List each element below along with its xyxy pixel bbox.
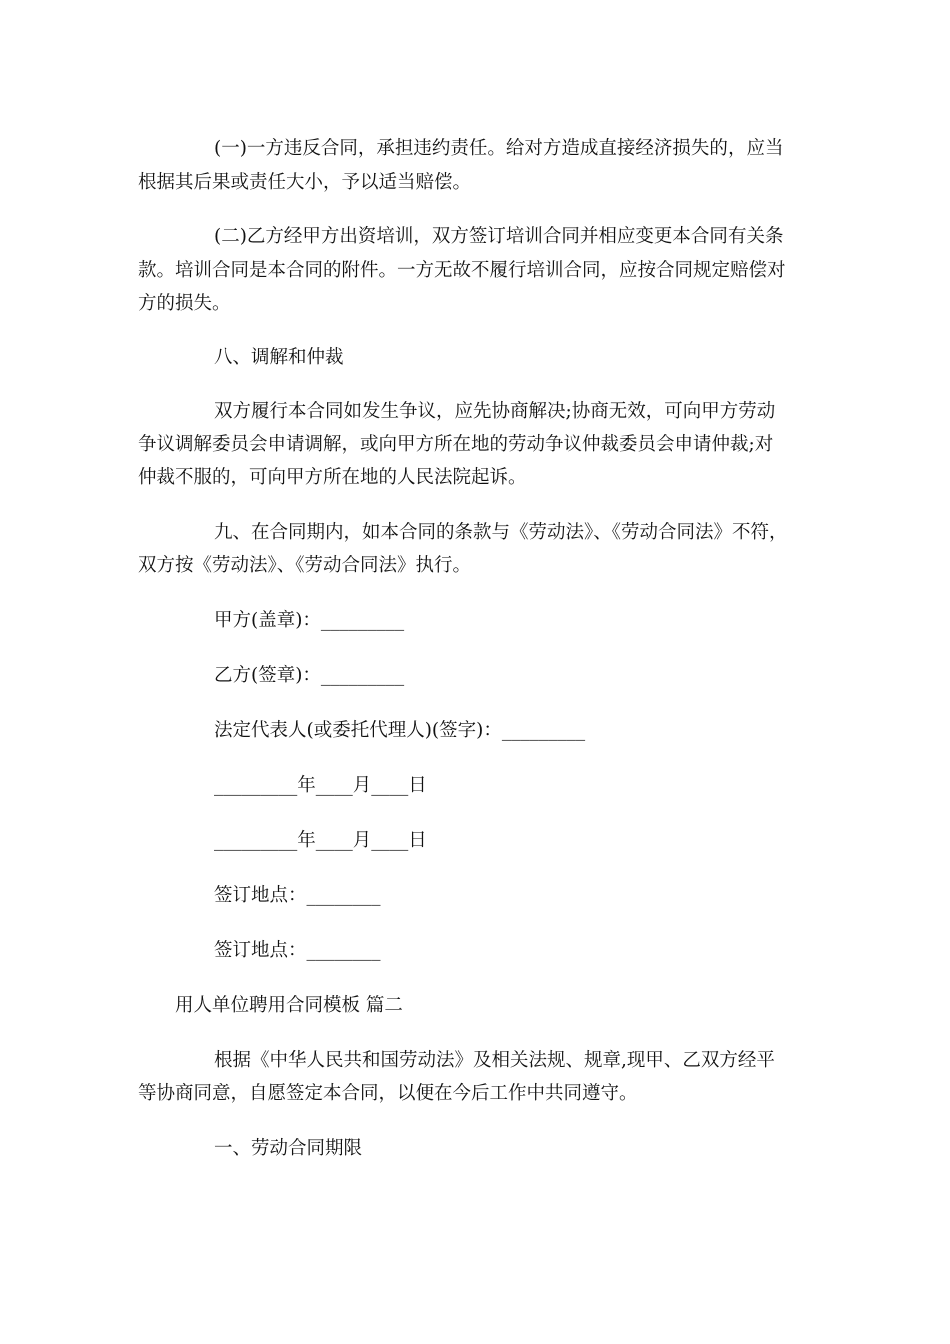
signing-place-line: 签订地点：________: [214, 885, 381, 906]
signing-place-line: 签订地点：________: [214, 940, 381, 961]
part-heading: 用人单位聘用合同模板 篇二: [175, 995, 403, 1016]
legal-rep-sign-line: 法定代表人(或委托代理人)(签字)：_________: [214, 720, 586, 741]
text-line: 仲裁不服的，可向甲方所在地的人民法院起诉。: [138, 467, 527, 488]
text-line: 根据其后果或责任大小，予以适当赔偿。: [138, 172, 472, 193]
text-line: 双方按《劳动法》、《劳动合同法》执行。: [138, 555, 472, 576]
text-line: 等协商同意，自愿签定本合同，以便在今后工作中共同遵守。: [138, 1083, 638, 1104]
party-b-sign-line: 乙方(签章)：_________: [214, 665, 405, 686]
date-line: _________年____月____日: [214, 830, 427, 851]
text-line: 款。培训合同是本合同的附件。一方无故不履行培训合同，应按合同规定赔偿对: [138, 260, 786, 281]
text-line: 争议调解委员会申请调解，或向甲方所在地的劳动争议仲裁委员会申请仲裁;对: [138, 434, 774, 455]
text-line: 双方履行本合同如发生争议，应先协商解决;协商无效，可向甲方劳动: [214, 401, 776, 422]
section-heading: 八、调解和仲裁: [214, 347, 344, 368]
date-line: _________年____月____日: [214, 775, 427, 796]
text-line: 九、在合同期内，如本合同的条款与《劳动法》、《劳动合同法》不符，: [214, 522, 788, 543]
text-line: 根据《中华人民共和国劳动法》及相关法规、规章,现甲、乙双方经平: [214, 1050, 775, 1071]
text-line: (二)乙方经甲方出资培训，双方签订培训合同并相应变更本合同有关条: [214, 226, 784, 247]
section-heading: 一、劳动合同期限: [214, 1138, 363, 1159]
text-line: (一)一方违反合同，承担违约责任。给对方造成直接经济损失的，应当: [214, 138, 784, 159]
text-line: 方的损失。: [138, 293, 231, 314]
party-a-seal-line: 甲方(盖章)：_________: [214, 610, 405, 631]
